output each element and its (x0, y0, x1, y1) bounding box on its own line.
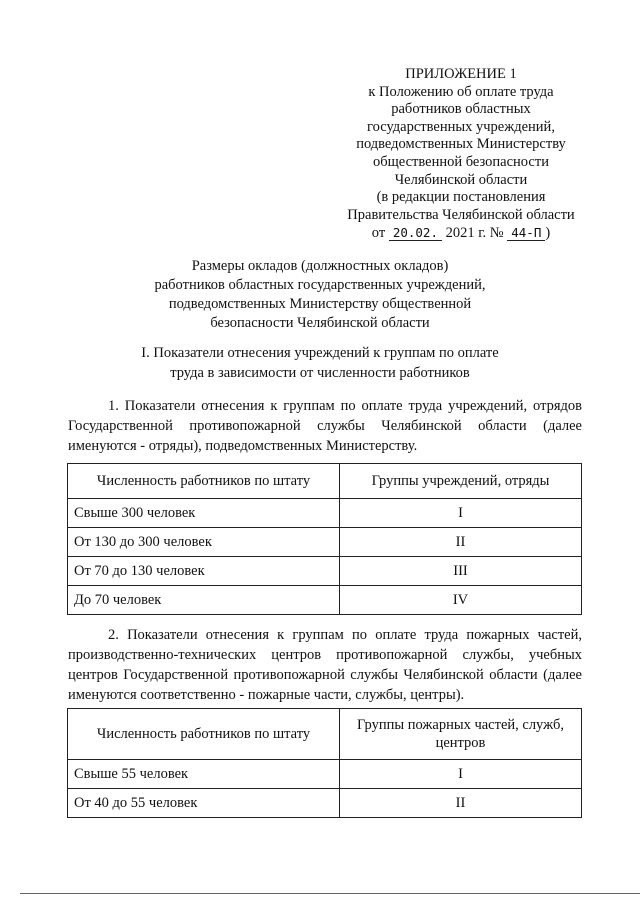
title-line: Размеры окладов (должностных окладов) (191, 258, 449, 274)
appendix-block (320, 66, 602, 243)
appendix-line: подведомственных Министерству (356, 136, 566, 153)
table-fire-unit-groups (67, 708, 582, 818)
cell-staff: Свыше 55 человек (68, 760, 340, 789)
year-text: 2021 г. № (445, 225, 504, 242)
cell-group: II (340, 528, 582, 557)
resolution-date-line (320, 224, 602, 243)
table-row (68, 499, 582, 528)
appendix-line: к Положению об оплате труда (368, 83, 554, 100)
paragraph-2 (68, 625, 582, 705)
appendix-line: государственных учреждений, (367, 118, 555, 135)
date-prefix: от (371, 225, 386, 242)
cell-group: I (340, 499, 582, 528)
table-row (68, 528, 582, 557)
header-staff-count: Численность работников по штату (68, 709, 340, 760)
cell-group: IV (340, 586, 582, 615)
paragraph-1 (68, 396, 582, 456)
header-groups: Группы пожарных частей, служб, центров (340, 709, 582, 760)
appendix-line: работников областных (391, 101, 531, 118)
section-line: I. Показатели отнесения учреждений к группам по оплате (141, 345, 499, 361)
closing-paren: ) (545, 225, 551, 242)
appendix-heading: ПРИЛОЖЕНИЕ 1 (405, 66, 517, 82)
table-row (68, 586, 582, 615)
document-title (60, 257, 580, 333)
table-row (68, 557, 582, 586)
page-bottom-rule (20, 893, 640, 894)
title-line: безопасности Челябинской области (210, 315, 430, 331)
table-row (68, 789, 582, 818)
cell-staff: От 40 до 55 человек (68, 789, 340, 818)
cell-staff: От 130 до 300 человек (68, 528, 340, 557)
title-line: подведомственных Министерству общественной (168, 296, 472, 312)
cell-staff: Свыше 300 человек (68, 499, 340, 528)
cell-group: II (340, 789, 582, 818)
paragraph-2-text: 2. Показатели отнесения к группам по оплате труда пожарных частей, производственно-технических центров противопожарной службы, учебных центров Государственной противопожарной службы Челябинской области (далее именуются соответственно - пожарные части, службы, центры). (68, 627, 582, 703)
resolution-number: 44-П (507, 225, 545, 241)
table-header-row (68, 464, 582, 499)
header-staff-count: Численность работников по штату (68, 464, 340, 499)
table-row (68, 760, 582, 789)
date-value: 20.02. (389, 225, 442, 241)
table-institution-groups (67, 463, 582, 615)
appendix-line: Правительства Челябинской области (347, 206, 575, 223)
appendix-line: (в редакции постановления (376, 189, 546, 206)
header-groups: Группы учреждений, отряды (340, 464, 582, 499)
cell-staff: До 70 человек (68, 586, 340, 615)
section-heading (60, 343, 580, 383)
title-line: работников областных государственных учреждений, (154, 277, 486, 293)
paragraph-1-text: 1. Показатели отнесения к группам по оплате труда учреждений, отрядов Государственной противопожарной службы Челябинской области (далее именуются - отряды), подведомственных Министерству. (68, 398, 582, 454)
cell-group: I (340, 760, 582, 789)
cell-group: III (340, 557, 582, 586)
appendix-line: общественной безопасности (373, 153, 549, 170)
table-header-row (68, 709, 582, 760)
section-line: труда в зависимости от численности работников (170, 365, 470, 381)
appendix-line: Челябинской области (394, 171, 528, 188)
cell-staff: От 70 до 130 человек (68, 557, 340, 586)
